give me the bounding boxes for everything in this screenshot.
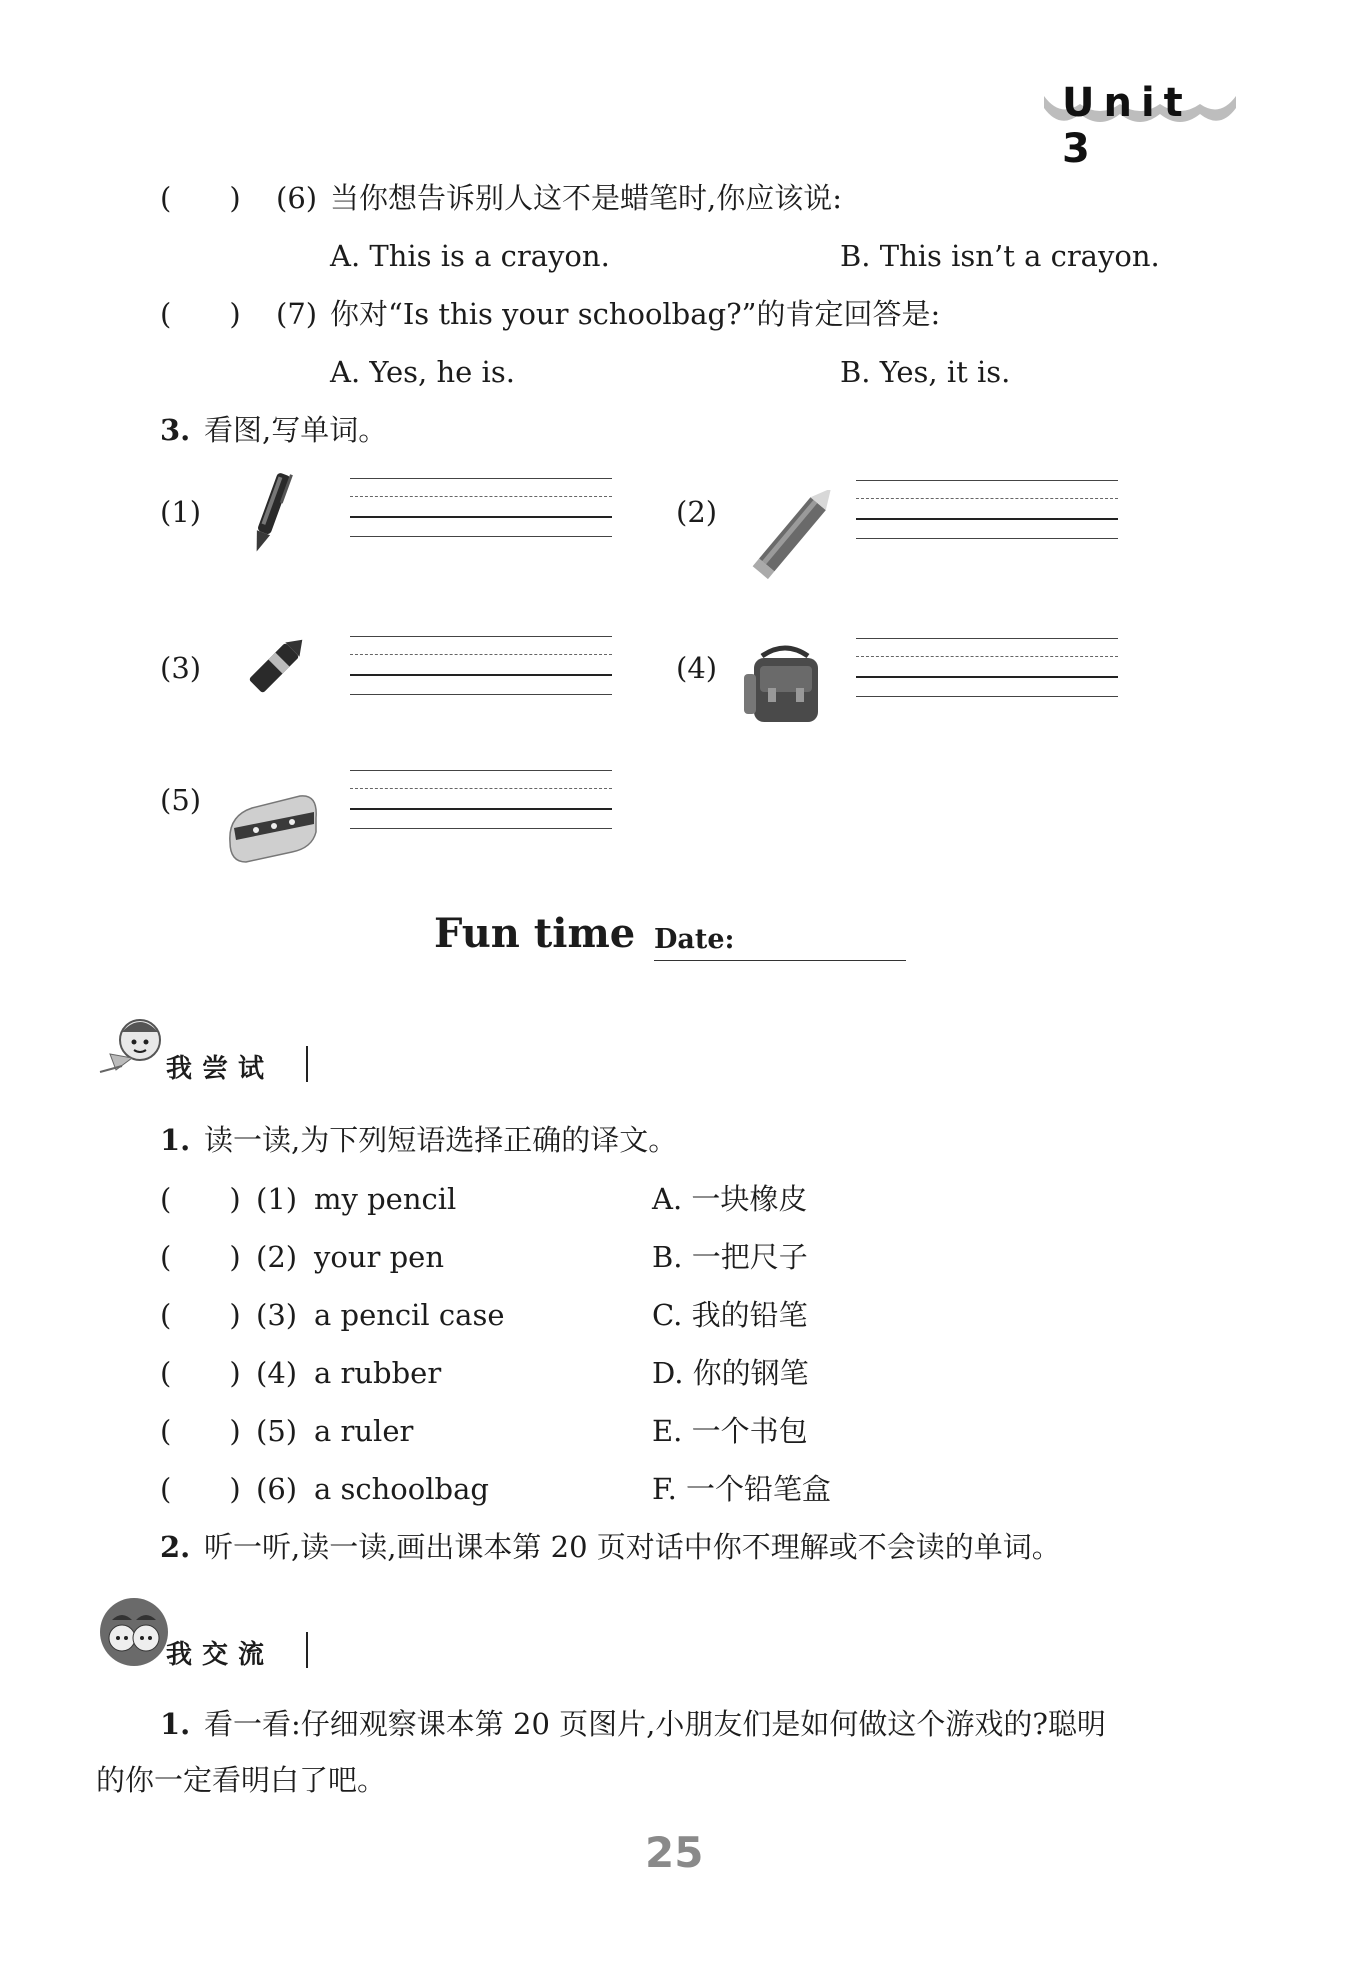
row-phrase: your pen — [314, 1240, 445, 1274]
page-number: 25 — [645, 1828, 704, 1877]
try-q2-number: 2. — [160, 1530, 191, 1564]
date-label: Date: — [654, 924, 735, 955]
q7-option-a: A. Yes, he is. — [330, 355, 515, 389]
pencil-case-icon — [222, 778, 322, 864]
exchange-q1-line2: 的你一定看明白了吧。 — [96, 1763, 387, 1797]
kids-mascot-icon — [94, 1594, 174, 1670]
q6-option-a: A. This is a crayon. — [330, 239, 610, 273]
row-phrase: a ruler — [314, 1414, 414, 1448]
answer-blank-q7[interactable]: ( ) — [160, 297, 241, 331]
item-5-label: (5) — [160, 783, 202, 817]
writing-lines-1[interactable] — [350, 478, 612, 538]
item-4-label: (4) — [676, 651, 718, 685]
writing-lines-5[interactable] — [350, 770, 612, 830]
row-number: (3) — [256, 1298, 298, 1332]
section3-number: 3. — [160, 413, 191, 447]
q6-number: (6) — [276, 181, 318, 215]
exchange-q1-line1: 看一看:仔细观察课本第 20 页图片,小朋友们是如何做这个游戏的?聪明 — [204, 1707, 1106, 1741]
row-number: (2) — [256, 1240, 298, 1274]
date-input-line[interactable] — [654, 960, 906, 961]
crayon-icon — [234, 628, 314, 708]
unit-label: Unit 3 — [1062, 80, 1192, 172]
answer-blank[interactable]: ( ) — [160, 1414, 241, 1448]
row-phrase: a pencil case — [314, 1298, 505, 1332]
try-q1-text: 读一读,为下列短语选择正确的译文。 — [204, 1123, 678, 1157]
section3-heading: 看图,写单词。 — [204, 413, 388, 447]
answer-blank[interactable]: ( ) — [160, 1240, 241, 1274]
q6-question: 当你想告诉别人这不是蜡笔时,你应该说: — [330, 181, 842, 215]
writing-lines-4[interactable] — [856, 638, 1118, 698]
row-option: E. 一个书包 — [652, 1414, 808, 1448]
q6-option-b: B. This isn’t a crayon. — [840, 239, 1160, 273]
exchange-section-divider — [306, 1632, 308, 1668]
row-option: F. 一个铅笔盒 — [652, 1472, 832, 1506]
row-option: D. 你的钢笔 — [652, 1356, 809, 1390]
row-option: C. 我的铅笔 — [652, 1298, 808, 1332]
row-phrase: a schoolbag — [314, 1472, 489, 1506]
answer-blank-q6[interactable]: ( ) — [160, 181, 241, 215]
answer-blank[interactable]: ( ) — [160, 1182, 241, 1216]
try-q1-number: 1. — [160, 1123, 191, 1157]
item-2-label: (2) — [676, 495, 718, 529]
q7-question: 你对“Is this your schoolbag?”的肯定回答是: — [330, 297, 941, 331]
try-section-header: 我尝试 — [166, 1054, 275, 1084]
writing-lines-3[interactable] — [350, 636, 612, 696]
answer-blank[interactable]: ( ) — [160, 1298, 241, 1332]
row-phrase: my pencil — [314, 1182, 457, 1216]
try-q2-text: 听一听,读一读,画出课本第 20 页对话中你不理解或不会读的单词。 — [204, 1530, 1061, 1564]
row-option: A. 一块橡皮 — [652, 1182, 808, 1216]
item-3-label: (3) — [160, 651, 202, 685]
answer-blank[interactable]: ( ) — [160, 1472, 241, 1506]
exchange-section-header: 我交流 — [166, 1640, 275, 1670]
row-number: (1) — [256, 1182, 298, 1216]
row-number: (6) — [256, 1472, 298, 1506]
writing-lines-2[interactable] — [856, 480, 1118, 540]
row-number: (5) — [256, 1414, 298, 1448]
row-number: (4) — [256, 1356, 298, 1390]
girl-mascot-icon — [96, 1010, 176, 1082]
row-option: B. 一把尺子 — [652, 1240, 808, 1274]
exchange-q1-number: 1. — [160, 1707, 191, 1741]
unit-badge — [1040, 78, 1240, 172]
schoolbag-icon — [740, 644, 830, 728]
answer-blank[interactable]: ( ) — [160, 1356, 241, 1390]
row-phrase: a rubber — [314, 1356, 442, 1390]
q7-option-b: B. Yes, it is. — [840, 355, 1011, 389]
fun-time-title: Fun time — [434, 910, 636, 957]
pen-icon — [236, 466, 306, 558]
pencil-icon — [736, 490, 836, 594]
q7-number: (7) — [276, 297, 318, 331]
item-1-label: (1) — [160, 495, 202, 529]
try-section-divider — [306, 1046, 308, 1082]
